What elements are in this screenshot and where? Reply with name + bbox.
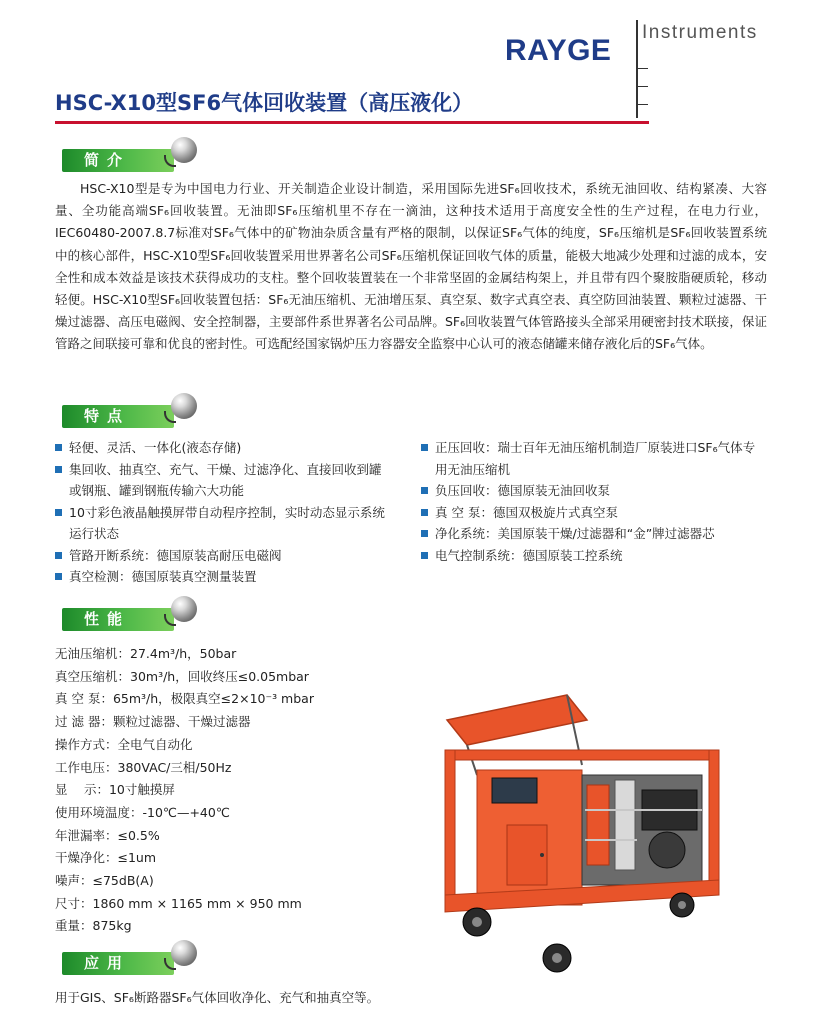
- spec-item: 过 滤 器：颗粒过滤器、干燥过滤器: [55, 714, 251, 730]
- application-text: 用于GIS、SF₆断路器SF₆气体回收净化、充气和抽真空等。: [55, 990, 380, 1005]
- machine-frame-top: [445, 750, 719, 760]
- page-title: HSC-X10型SF6气体回收装置（高压液化）: [55, 91, 474, 115]
- spec-item: 显 示：10寸触摸屏: [55, 782, 175, 798]
- machine-screen: [492, 778, 537, 803]
- spec-item: 操作方式：全电气自动化: [55, 736, 193, 752]
- features-right-list: [421, 437, 761, 566]
- spec-item: 真空压缩机：30m³/h，回收终压≤0.05mbar: [55, 668, 309, 684]
- spec-item: 真 空 泵：65m³/h，极限真空≤2×10⁻³ mbar: [55, 691, 314, 707]
- list-item: 净化系统：美国原装干燥/过滤器和“金”牌过滤器芯: [421, 523, 761, 545]
- specs-list: [55, 643, 435, 938]
- brand-tick: [636, 68, 648, 69]
- section-tab-specs: 性能: [62, 608, 174, 631]
- spec-item: 无油压缩机：27.4m³/h，50bar: [55, 646, 237, 661]
- spec-item: 工作电压：380VAC/三相/50Hz: [55, 759, 232, 775]
- list-item: 集回收、抽真空、充气、干燥、过滤净化、直接回收到罐或钢瓶、罐到钢瓶传输六大功能: [55, 459, 385, 502]
- features-left-list: [55, 437, 385, 588]
- spec-item: 尺寸：1860 mm × 1165 mm × 950 mm: [55, 895, 302, 911]
- title-rule: [55, 121, 649, 124]
- brand-logo: RAYGE: [505, 34, 612, 67]
- spec-item: 使用环境温度：-10℃—+40℃: [55, 804, 230, 820]
- list-item: 真 空 泵：德国双极旋片式真空泵: [421, 502, 761, 524]
- section-tab-intro: 简介: [62, 149, 174, 172]
- list-item: 电气控制系统：德国原装工控系统: [421, 545, 761, 567]
- spec-item: 干燥净化：≤1um: [55, 850, 157, 866]
- spec-item: 重量：875kg: [55, 918, 132, 934]
- section-tab-application: 应用: [62, 952, 174, 975]
- list-item: 10寸彩色液晶触摸屏带自动程序控制，实时动态显示系统运行状态: [55, 502, 385, 545]
- brand-subtitle: Instruments: [642, 22, 758, 43]
- list-item: 管路开断系统：德国原装高耐压电磁阀: [55, 545, 385, 567]
- machine-photo: [437, 690, 727, 980]
- list-item: 轻便、灵活、一体化(液态存储): [55, 437, 385, 459]
- spec-item: 噪声：≤75dB(A): [55, 873, 154, 889]
- brand-tick: [636, 104, 648, 105]
- list-item: 真空检测：德国原装真空测量装置: [55, 566, 385, 588]
- machine-lid: [447, 695, 587, 745]
- intro-text: HSC-X10型是专为中国电力行业、开关制造企业设计制造，采用国际先进SF₆回收技术，系统无油回收、结构紧凑、大容量、全功能高端SF₆回收装置。无油即SF₆压缩机里不存在一滴油，这种技术适用于高度安全性的生产过程，在电力行业，IEC60480-2007.8.7标准对SF₆气体中的矿物油杂质含量有严格的限制，以保证SF₆气体的纯度，SF₆压缩机是SF₆回收装置系统中的核心部件，HSC-X10型SF₆回收装置采用世界著名公司SF₆压缩机保证回收气体的质量，能极大地减少处理和过滤的成本，安全性和成本效益是该技术获得成功的支柱。整个回收装置装在一个非常坚固的金属结构架上，并且带有四个聚胺脂硬质轮，移动轻便。HSC-X10型SF₆回收装置包括：SF₆无油压缩机、无油增压泵、真空泵、数字式真空表、真空防回油装置、颗粒过滤器、干燥过滤器、高压电磁阀、安全控制器，主要部件系世界著名公司品牌。SF₆回收装置气体管路接头全部采用硬密封技术联接，保证管路之间联接可靠和优良的密封性。可选配经国家锅炉压力容器安全监察中心认可的液态储罐来储存液化后的SF₆气体。: [55, 181, 767, 352]
- list-item: 负压回收：德国原装无油回收泵: [421, 480, 761, 502]
- spec-item: 年泄漏率：≤0.5%: [55, 827, 160, 843]
- brand-tick: [636, 86, 648, 87]
- section-tab-features: 特点: [62, 405, 174, 428]
- list-item: 正压回收：瑞士百年无油压缩机制造厂原装进口SF₆气体专用无油压缩机: [421, 437, 761, 480]
